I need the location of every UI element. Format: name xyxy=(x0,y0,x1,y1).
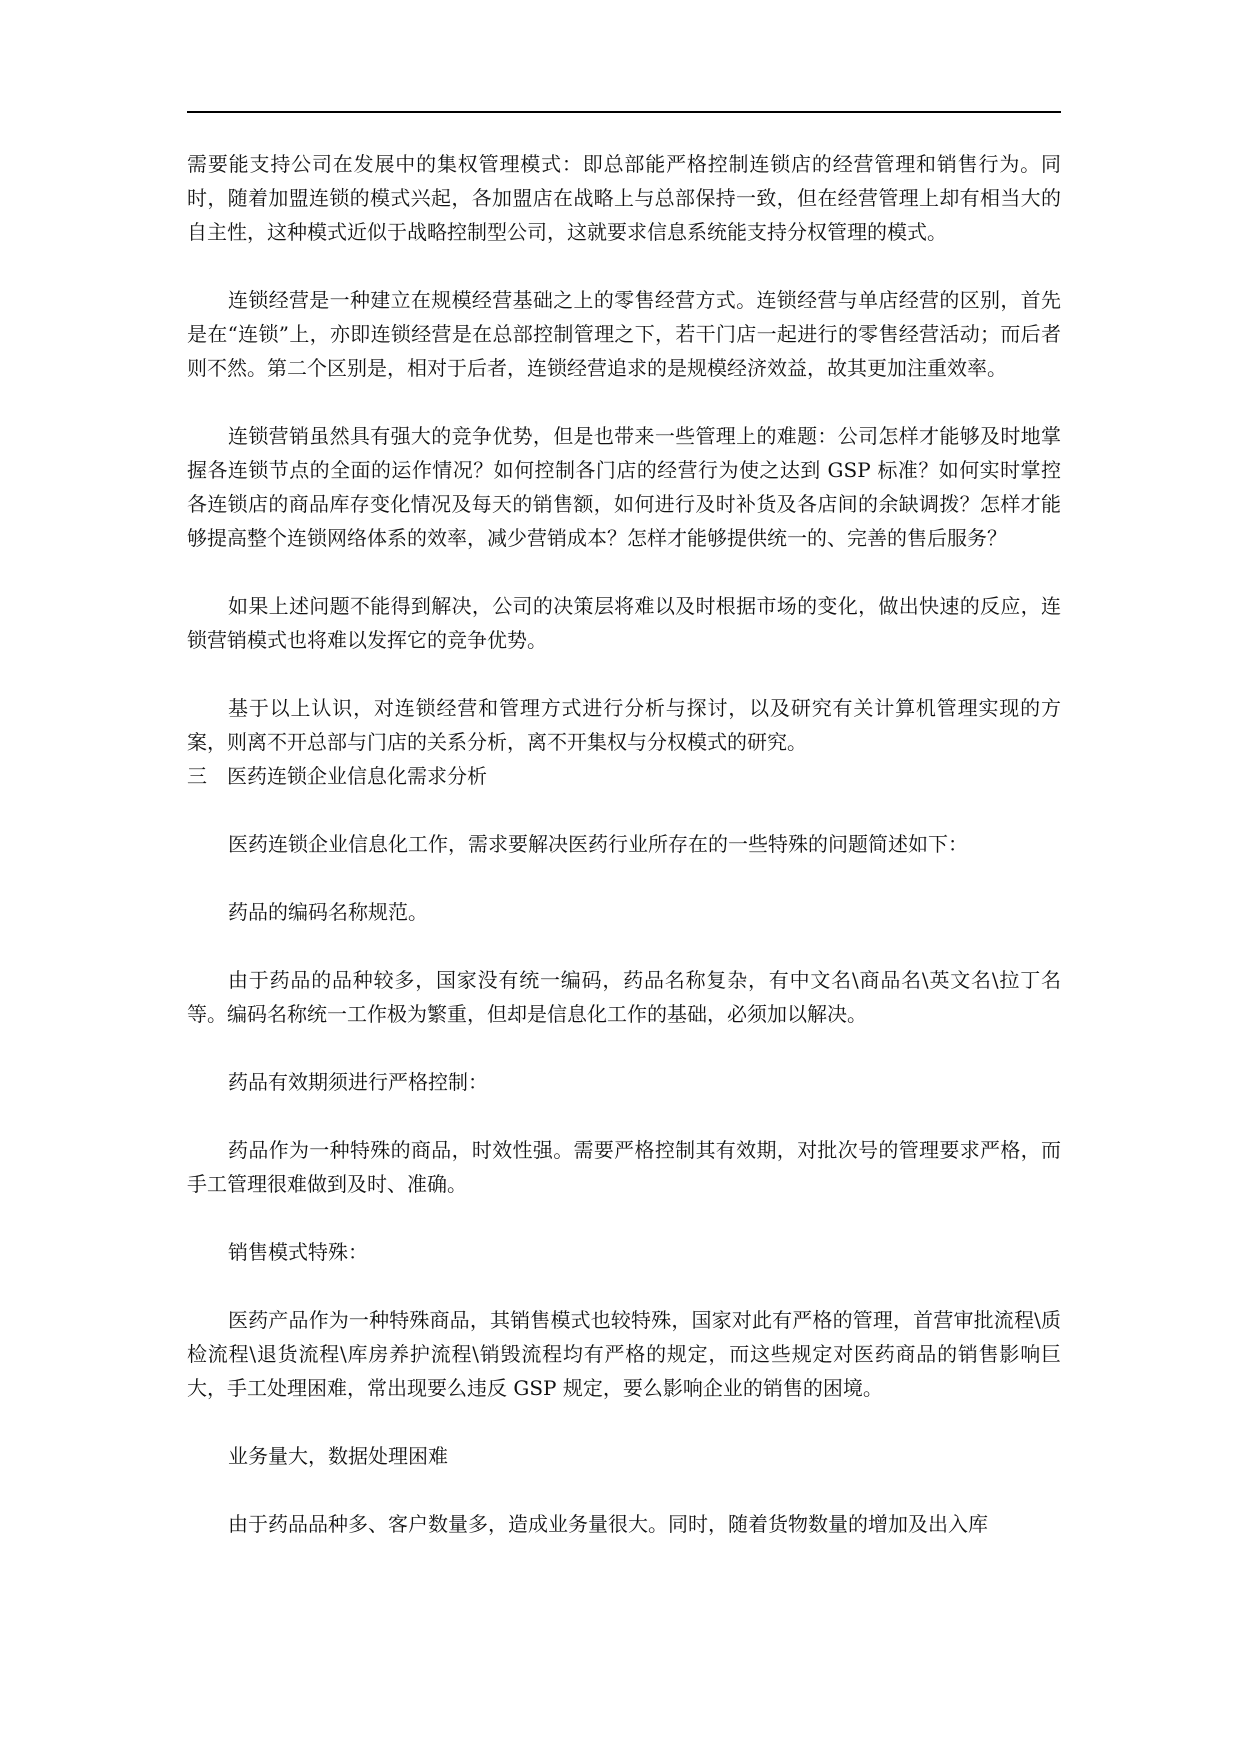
subheading-volume: 业务量大，数据处理困难 xyxy=(228,1444,448,1468)
subheading-expiry: 药品有效期须进行严格控制： xyxy=(228,1070,488,1094)
subheading-coding: 药品的编码名称规范。 xyxy=(228,900,428,924)
paragraph-2: 连锁经营是一种建立在规模经营基础之上的零售经营方式。连锁经营与单店经营的区别，首先是在“连锁”上，亦即连锁经营是在总部控制管理之下，若干门店一起进行的零售经营活动；而后者则不然。第二个区别是，相对于后者，连锁经营追求的是规模经济效益，故其更加注重效率。 xyxy=(187,288,1061,380)
section-heading-3: 三 医药连锁企业信息化需求分析 xyxy=(187,764,487,788)
paragraph-10: 由于药品品种多、客户数量多，造成业务量很大。同时，随着货物数量的增加及出入库 xyxy=(228,1512,988,1536)
paragraph-3: 连锁营销虽然具有强大的竞争优势，但是也带来一些管理上的难题：公司怎样才能够及时地掌握各连锁节点的全面的运作情况？如何控制各门店的经营行为使之达到 GSP 标准？如何实时掌控各连锁店的商品库存变化情况及每天的销售额，如何进行及时补货及各店间的余缺调拨？怎样才能够提高整个连锁网络体系的效率，减少营销成本？怎样才能够提供统一的、完善的售后服务？ xyxy=(187,424,1061,550)
paragraph-5: 基于以上认识，对连锁经营和管理方式进行分析与探讨，以及研究有关计算机管理实现的方案，则离不开总部与门店的关系分析，离不开集权与分权模式的研究。 xyxy=(187,696,1061,754)
paragraph-6: 医药连锁企业信息化工作，需求要解决医药行业所存在的一些特殊的问题简述如下： xyxy=(228,832,968,856)
header-rule xyxy=(187,111,1061,113)
paragraph-7: 由于药品的品种较多，国家没有统一编码，药品名称复杂，有中文名\商品名\英文名\拉丁名等。编码名称统一工作极为繁重，但却是信息化工作的基础，必须加以解决。 xyxy=(187,968,1061,1026)
subheading-sales-mode: 销售模式特殊： xyxy=(228,1240,368,1264)
document-body xyxy=(187,147,1061,1541)
paragraph-1: 需要能支持公司在发展中的集权管理模式：即总部能严格控制连锁店的经营管理和销售行为。同时，随着加盟连锁的模式兴起，各加盟店在战略上与总部保持一致，但在经营管理上却有相当大的自主性，这种模式近似于战略控制型公司，这就要求信息系统能支持分权管理的模式。 xyxy=(187,152,1061,244)
paragraph-9: 医药产品作为一种特殊商品，其销售模式也较特殊，国家对此有严格的管理，首营审批流程\质检流程\退货流程\库房养护流程\销毁流程均有严格的规定，而这些规定对医药商品的销售影响巨大，手工处理困难，常出现要么违反 GSP 规定，要么影响企业的销售的困境。 xyxy=(187,1308,1061,1400)
paragraph-8: 药品作为一种特殊的商品，时效性强。需要严格控制其有效期，对批次号的管理要求严格，而手工管理很难做到及时、准确。 xyxy=(187,1138,1061,1196)
paragraph-4: 如果上述问题不能得到解决，公司的决策层将难以及时根据市场的变化，做出快速的反应，连锁营销模式也将难以发挥它的竞争优势。 xyxy=(187,594,1061,652)
